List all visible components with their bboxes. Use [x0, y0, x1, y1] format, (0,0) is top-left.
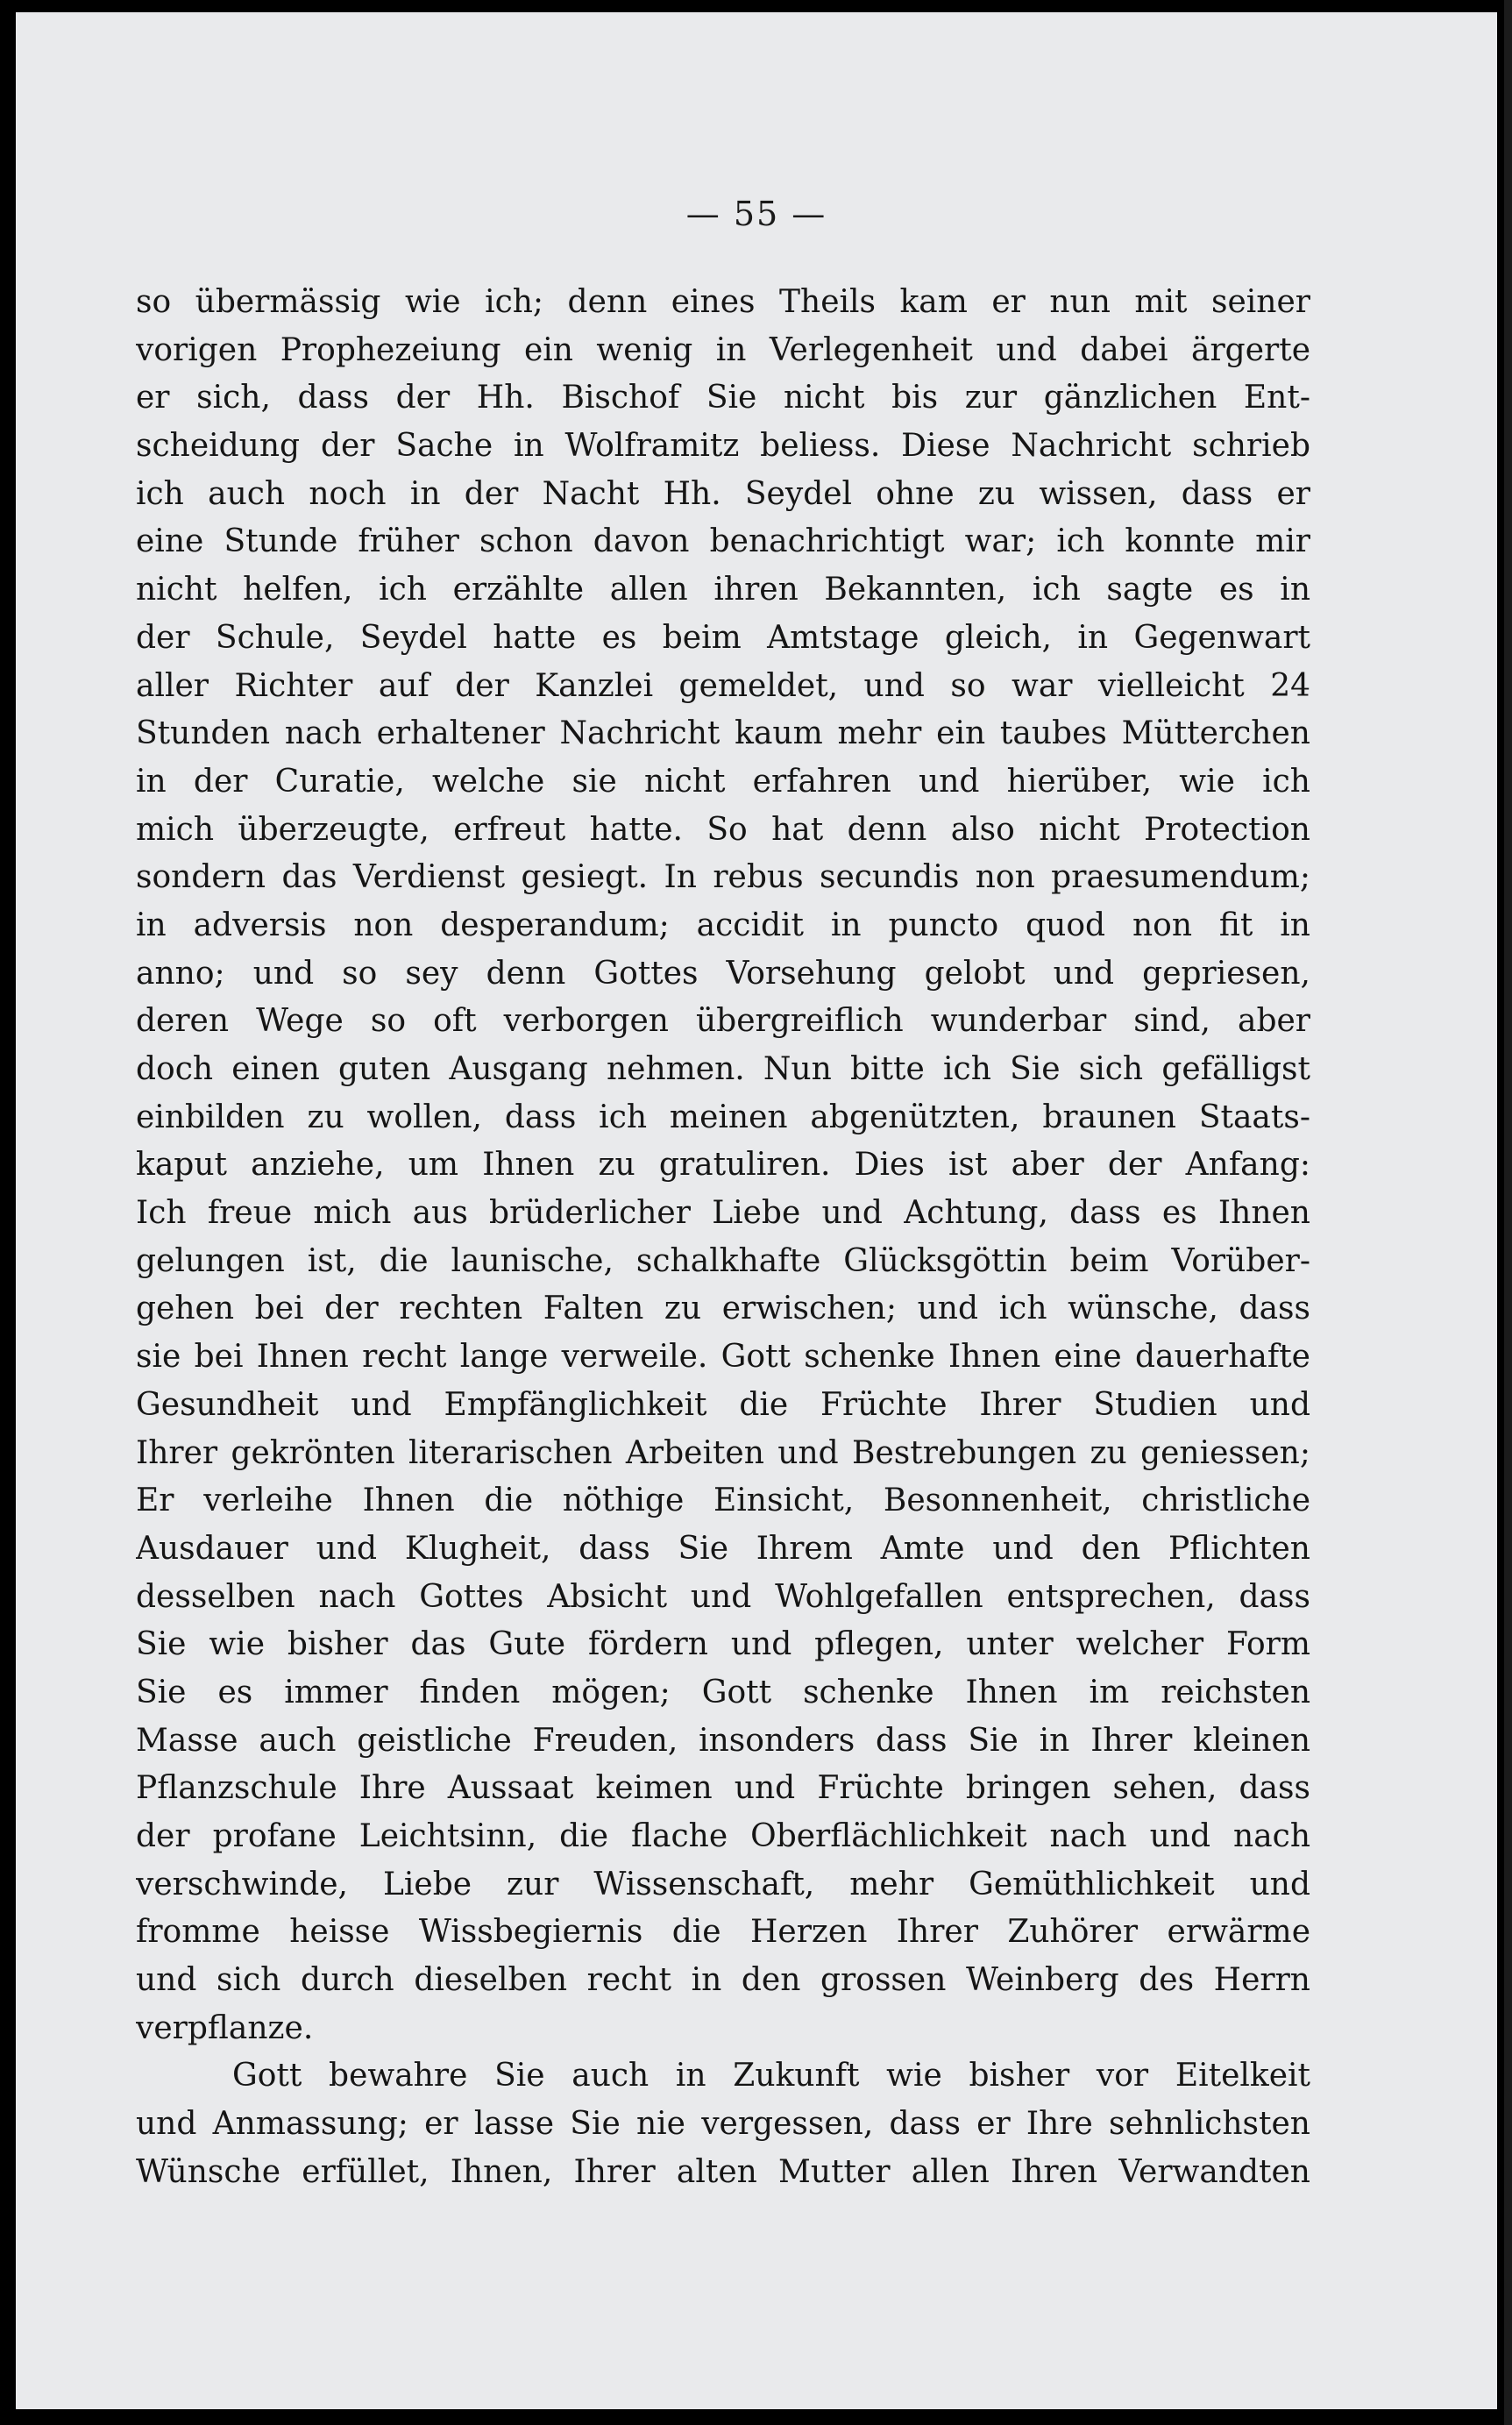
- text-line: so übermässig wie ich; denn eines Theils kam er nun mit seiner: [136, 284, 1310, 320]
- paragraph: [136, 279, 1310, 2052]
- text-line: doch einen guten Ausgang nehmen. Nun bitte ich Sie sich gefälligst: [136, 1051, 1310, 1087]
- text-line: Stunden nach erhaltener Nachricht kaum mehr ein taubes Mütterchen: [136, 715, 1310, 752]
- text-line: Pflanzschule Ihre Aussaat keimen und Früchte bringen sehen, dass: [136, 1770, 1310, 1807]
- text-line: Sie wie bisher das Gute fördern und pflegen, unter welcher Form: [136, 1626, 1310, 1663]
- text-line: gelungen ist, die launische, schalkhafte Glücksgöttin beim Vorüber-: [136, 1242, 1310, 1279]
- text-line: anno; und so sey denn Gottes Vorsehung gelobt und gepriesen,: [136, 955, 1310, 992]
- text-line: und Anmassung; er lasse Sie nie vergessen, dass er Ihre sehnlichsten: [136, 2106, 1310, 2143]
- text-line: mich überzeugte, erfreut hatte. So hat denn also nicht Protection: [136, 811, 1310, 848]
- text-line: Ich freue mich aus brüderlicher Liebe und Achtung, dass es Ihnen: [136, 1195, 1310, 1232]
- text-line: gehen bei der rechten Falten zu erwischen; und ich wünsche, dass: [136, 1291, 1310, 1327]
- text-line: nicht helfen, ich erzählte allen ihren Bekannten, ich sagte es in: [136, 572, 1310, 608]
- text-line: einbilden zu wollen, dass ich meinen abgenützten, braunen Staats-: [136, 1099, 1310, 1135]
- text-line: fromme heisse Wissbegiernis die Herzen Ihrer Zuhörer erwärme: [136, 1914, 1310, 1951]
- text-line: verschwinde, Liebe zur Wissenschaft, mehr Gemüthlichkeit und: [136, 1866, 1310, 1902]
- text-line: Ausdauer und Klugheit, dass Sie Ihrem Amte und den Pflichten: [136, 1530, 1310, 1567]
- text-line: in der Curatie, welche sie nicht erfahren und hierüber, wie ich: [136, 763, 1310, 800]
- text-line: aller Richter auf der Kanzlei gemeldet, und so war vielleicht 24: [136, 667, 1310, 704]
- text-line: sie bei Ihnen recht lange verweile. Gott schenke Ihnen eine dauerhafte: [136, 1339, 1310, 1376]
- text-line: ich auch noch in der Nacht Hh. Seydel ohne zu wissen, dass er: [136, 475, 1310, 512]
- text-line: Ihrer gekrönten literarischen Arbeiten und Bestrebungen zu geniessen;: [136, 1434, 1310, 1471]
- text-line: sondern das Verdienst gesiegt. In rebus secundis non praesumendum;: [136, 859, 1310, 896]
- text-line: scheidung der Sache in Wolframitz beliess. Diese Nachricht schrieb: [136, 428, 1310, 465]
- text-line: und sich durch dieselben recht in den grossen Weinberg des Herrn: [136, 1962, 1310, 1999]
- text-line: der profane Leichtsinn, die flache Oberflächlichkeit nach und nach: [136, 1818, 1310, 1854]
- text-line: Gesundheit und Empfänglichkeit die Früchte Ihrer Studien und: [136, 1386, 1310, 1423]
- scan-edge: [1504, 0, 1512, 2425]
- text-line: deren Wege so oft verborgen übergreiflich wunderbar sind, aber: [136, 1003, 1310, 1040]
- book-page: [16, 12, 1497, 2409]
- text-line: verpflanze.: [136, 2009, 314, 2046]
- paragraph: [136, 2052, 1310, 2196]
- text-line: er sich, dass der Hh. Bischof Sie nicht bis zur gänzlichen Ent-: [136, 380, 1310, 416]
- text-line: Gott bewahre Sie auch in Zukunft wie bisher vor Eitelkeit: [232, 2058, 1310, 2094]
- page-number: — 55 —: [685, 195, 827, 233]
- text-line: kaput anziehe, um Ihnen zu gratuliren. Dies ist aber der Anfang:: [136, 1147, 1310, 1184]
- text-line: der Schule, Seydel hatte es beim Amtstage gleich, in Gegenwart: [136, 619, 1310, 656]
- body-text: [136, 279, 1310, 2197]
- text-line: Er verleihe Ihnen die nöthige Einsicht, Besonnenheit, christliche: [136, 1483, 1310, 1519]
- text-line: Sie es immer finden mögen; Gott schenke Ihnen im reichsten: [136, 1674, 1310, 1710]
- text-line: in adversis non desperandum; accidit in puncto quod non fit in: [136, 907, 1310, 943]
- text-line: Masse auch geistliche Freuden, insonders dass Sie in Ihrer kleinen: [136, 1722, 1310, 1759]
- text-line: vorigen Prophezeiung ein wenig in Verlegenheit und dabei ärgerte: [136, 331, 1310, 368]
- text-line: desselben nach Gottes Absicht und Wohlgefallen entsprechen, dass: [136, 1578, 1310, 1615]
- text-line: eine Stunde früher schon davon benachrichtigt war; ich konnte mir: [136, 523, 1310, 560]
- text-line: Wünsche erfüllet, Ihnen, Ihrer alten Mutter allen Ihren Verwandten: [136, 2153, 1310, 2190]
